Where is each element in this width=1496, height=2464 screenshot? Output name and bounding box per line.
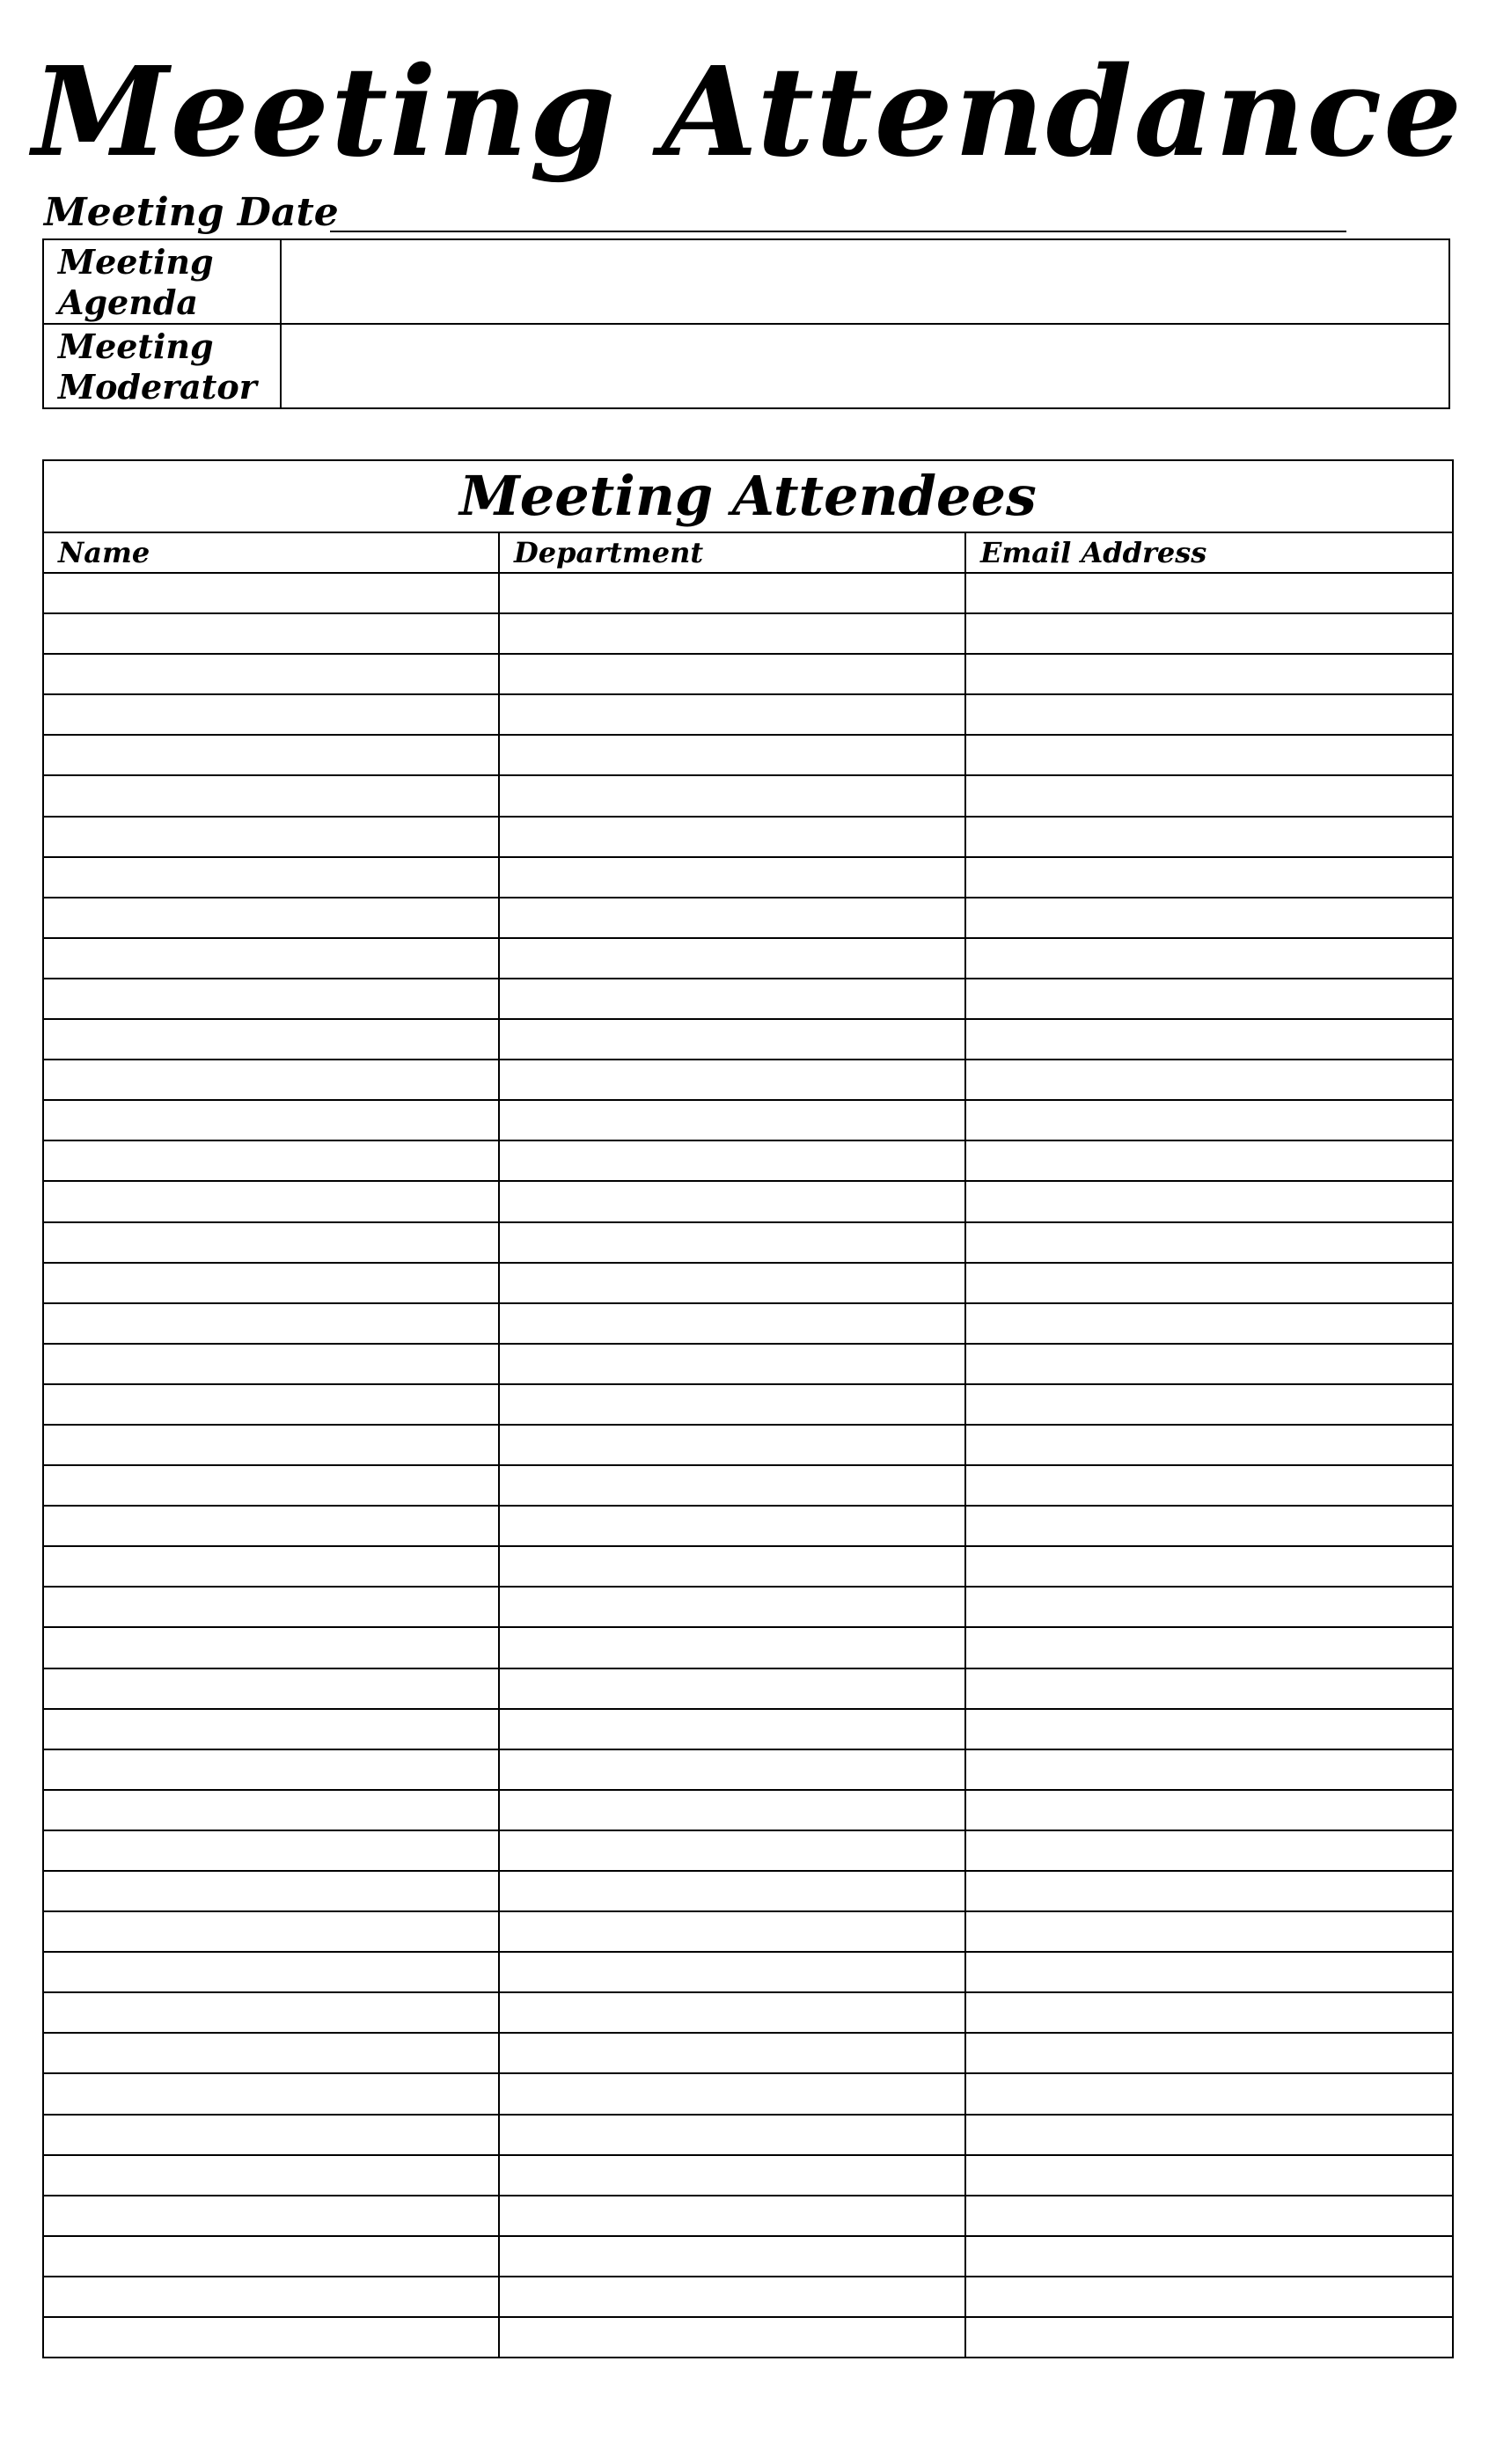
- table-row: [43, 1140, 1453, 1181]
- agenda-field[interactable]: [281, 239, 1449, 324]
- department-cell[interactable]: [499, 1465, 965, 1506]
- name-cell[interactable]: [43, 2196, 499, 2236]
- name-cell[interactable]: [43, 775, 499, 816]
- table-row: [43, 573, 1453, 613]
- table-row: [43, 898, 1453, 938]
- column-header-name: Name: [43, 532, 499, 573]
- name-cell[interactable]: [43, 1384, 499, 1425]
- column-header-department: Department: [499, 532, 965, 573]
- name-cell[interactable]: [43, 1952, 499, 1992]
- email-cell[interactable]: [965, 775, 1453, 816]
- email-cell[interactable]: [965, 2236, 1453, 2277]
- name-cell[interactable]: [43, 979, 499, 1019]
- department-cell[interactable]: [499, 735, 965, 775]
- email-cell[interactable]: [965, 1749, 1453, 1790]
- table-row: [43, 1709, 1453, 1749]
- name-cell[interactable]: [43, 1100, 499, 1140]
- table-row: [43, 1303, 1453, 1344]
- meeting-date-label: Meeting Date: [44, 190, 339, 235]
- moderator-label: Meeting Moderator: [43, 324, 281, 408]
- name-cell[interactable]: [43, 1344, 499, 1384]
- name-cell[interactable]: [43, 2317, 499, 2358]
- agenda-label: Meeting Agenda: [43, 239, 281, 324]
- agenda-row: [43, 239, 1449, 324]
- table-row: [43, 2115, 1453, 2155]
- name-cell[interactable]: [43, 1060, 499, 1100]
- department-cell[interactable]: [499, 1952, 965, 1992]
- table-row: [43, 1992, 1453, 2033]
- email-cell[interactable]: [965, 2277, 1453, 2317]
- meeting-date-row: [44, 188, 1346, 238]
- email-cell[interactable]: [965, 1546, 1453, 1587]
- department-cell[interactable]: [499, 1627, 965, 1668]
- name-cell[interactable]: [43, 573, 499, 613]
- name-cell[interactable]: [43, 1140, 499, 1181]
- department-cell[interactable]: [499, 1019, 965, 1060]
- email-cell[interactable]: [965, 1952, 1453, 1992]
- name-cell[interactable]: [43, 1546, 499, 1587]
- department-cell[interactable]: [499, 2196, 965, 2236]
- name-cell[interactable]: [43, 898, 499, 938]
- name-cell[interactable]: [43, 938, 499, 979]
- table-row: [43, 735, 1453, 775]
- attendees-title: Meeting Attendees: [43, 460, 1453, 532]
- meeting-info-table: [42, 238, 1450, 409]
- name-cell[interactable]: [43, 1222, 499, 1263]
- email-cell[interactable]: [965, 1627, 1453, 1668]
- email-cell[interactable]: [965, 1911, 1453, 1952]
- department-cell[interactable]: [499, 654, 965, 694]
- department-cell[interactable]: [499, 898, 965, 938]
- email-cell[interactable]: [965, 938, 1453, 979]
- name-cell[interactable]: [43, 2073, 499, 2114]
- email-cell[interactable]: [965, 1019, 1453, 1060]
- email-cell[interactable]: [965, 1587, 1453, 1627]
- department-cell[interactable]: [499, 1709, 965, 1749]
- email-cell[interactable]: [965, 2073, 1453, 2114]
- table-row: [43, 1263, 1453, 1303]
- name-cell[interactable]: [43, 1911, 499, 1952]
- email-cell[interactable]: [965, 613, 1453, 654]
- department-cell[interactable]: [499, 613, 965, 654]
- email-cell[interactable]: [965, 1140, 1453, 1181]
- email-cell[interactable]: [965, 735, 1453, 775]
- email-cell[interactable]: [965, 1303, 1453, 1344]
- name-cell[interactable]: [43, 1627, 499, 1668]
- department-cell[interactable]: [499, 2073, 965, 2114]
- department-cell[interactable]: [499, 1587, 965, 1627]
- name-cell[interactable]: [43, 1425, 499, 1465]
- department-cell[interactable]: [499, 1425, 965, 1465]
- table-row: [43, 1668, 1453, 1709]
- name-cell[interactable]: [43, 2277, 499, 2317]
- name-cell[interactable]: [43, 1465, 499, 1506]
- attendees-table: [42, 459, 1454, 2358]
- table-row: [43, 1506, 1453, 1546]
- table-row: [43, 1344, 1453, 1384]
- column-header-email: Email Address: [965, 532, 1453, 573]
- table-row: [43, 1060, 1453, 1100]
- department-cell[interactable]: [499, 1181, 965, 1221]
- department-cell[interactable]: [499, 1790, 965, 1830]
- email-cell[interactable]: [965, 817, 1453, 857]
- table-row: [43, 857, 1453, 898]
- name-cell[interactable]: [43, 735, 499, 775]
- email-cell[interactable]: [965, 2196, 1453, 2236]
- email-cell[interactable]: [965, 1709, 1453, 1749]
- email-cell[interactable]: [965, 1871, 1453, 1911]
- name-cell[interactable]: [43, 1506, 499, 1546]
- email-cell[interactable]: [965, 694, 1453, 735]
- department-cell[interactable]: [499, 2033, 965, 2073]
- email-cell[interactable]: [965, 1830, 1453, 1871]
- table-row: [43, 2033, 1453, 2073]
- table-row: [43, 613, 1453, 654]
- table-row: [43, 1425, 1453, 1465]
- department-cell[interactable]: [499, 979, 965, 1019]
- department-cell[interactable]: [499, 775, 965, 816]
- department-cell[interactable]: [499, 1303, 965, 1344]
- email-cell[interactable]: [965, 1263, 1453, 1303]
- department-cell[interactable]: [499, 1546, 965, 1587]
- table-row: [43, 1019, 1453, 1060]
- name-cell[interactable]: [43, 1790, 499, 1830]
- name-cell[interactable]: [43, 1749, 499, 1790]
- department-cell[interactable]: [499, 1140, 965, 1181]
- email-cell[interactable]: [965, 898, 1453, 938]
- department-cell[interactable]: [499, 1060, 965, 1100]
- name-cell[interactable]: [43, 2115, 499, 2155]
- page-title: Meeting Attendance: [32, 40, 1464, 185]
- department-cell[interactable]: [499, 1911, 965, 1952]
- email-cell[interactable]: [965, 1384, 1453, 1425]
- department-cell[interactable]: [499, 1384, 965, 1425]
- email-cell[interactable]: [965, 1506, 1453, 1546]
- name-cell[interactable]: [43, 2236, 499, 2277]
- email-cell[interactable]: [965, 1100, 1453, 1140]
- table-row: [43, 979, 1453, 1019]
- department-cell[interactable]: [499, 2115, 965, 2155]
- table-row: [43, 817, 1453, 857]
- name-cell[interactable]: [43, 1019, 499, 1060]
- table-row: [43, 2236, 1453, 2277]
- table-row: [43, 654, 1453, 694]
- email-cell[interactable]: [965, 979, 1453, 1019]
- moderator-row: [43, 324, 1449, 408]
- email-cell[interactable]: [965, 1181, 1453, 1221]
- email-cell[interactable]: [965, 1668, 1453, 1709]
- email-cell[interactable]: [965, 1222, 1453, 1263]
- department-cell[interactable]: [499, 2236, 965, 2277]
- department-cell[interactable]: [499, 857, 965, 898]
- name-cell[interactable]: [43, 694, 499, 735]
- table-row: [43, 2196, 1453, 2236]
- email-cell[interactable]: [965, 1992, 1453, 2033]
- department-cell[interactable]: [499, 1871, 965, 1911]
- name-cell[interactable]: [43, 613, 499, 654]
- name-cell[interactable]: [43, 1709, 499, 1749]
- department-cell[interactable]: [499, 2155, 965, 2196]
- name-cell[interactable]: [43, 1587, 499, 1627]
- department-cell[interactable]: [499, 1830, 965, 1871]
- table-row: [43, 1911, 1453, 1952]
- name-cell[interactable]: [43, 817, 499, 857]
- department-cell[interactable]: [499, 2277, 965, 2317]
- department-cell[interactable]: [499, 938, 965, 979]
- name-cell[interactable]: [43, 1181, 499, 1221]
- table-row: [43, 1222, 1453, 1263]
- table-row: [43, 1587, 1453, 1627]
- table-row: [43, 938, 1453, 979]
- table-row: [43, 2317, 1453, 2358]
- department-cell[interactable]: [499, 573, 965, 613]
- email-cell[interactable]: [965, 1465, 1453, 1506]
- table-row: [43, 1546, 1453, 1587]
- department-cell[interactable]: [499, 1749, 965, 1790]
- email-cell[interactable]: [965, 857, 1453, 898]
- table-row: [43, 694, 1453, 735]
- department-cell[interactable]: [499, 1992, 965, 2033]
- department-cell[interactable]: [499, 817, 965, 857]
- email-cell[interactable]: [965, 2155, 1453, 2196]
- table-row: [43, 1100, 1453, 1140]
- table-row: [43, 775, 1453, 816]
- name-cell[interactable]: [43, 1303, 499, 1344]
- email-cell[interactable]: [965, 2317, 1453, 2358]
- table-row: [43, 1790, 1453, 1830]
- department-cell[interactable]: [499, 2317, 965, 2358]
- department-cell[interactable]: [499, 1100, 965, 1140]
- department-cell[interactable]: [499, 1344, 965, 1384]
- name-cell[interactable]: [43, 1830, 499, 1871]
- email-cell[interactable]: [965, 2033, 1453, 2073]
- name-cell[interactable]: [43, 1871, 499, 1911]
- name-cell[interactable]: [43, 2033, 499, 2073]
- meeting-date-field[interactable]: [330, 231, 1346, 232]
- email-cell[interactable]: [965, 1425, 1453, 1465]
- email-cell[interactable]: [965, 1344, 1453, 1384]
- table-row: [43, 1749, 1453, 1790]
- table-row: [43, 1465, 1453, 1506]
- name-cell[interactable]: [43, 2155, 499, 2196]
- name-cell[interactable]: [43, 857, 499, 898]
- table-row: [43, 1384, 1453, 1425]
- email-cell[interactable]: [965, 2115, 1453, 2155]
- name-cell[interactable]: [43, 1263, 499, 1303]
- table-row: [43, 2073, 1453, 2114]
- department-cell[interactable]: [499, 1506, 965, 1546]
- table-row: [43, 2155, 1453, 2196]
- table-row: [43, 1181, 1453, 1221]
- department-cell[interactable]: [499, 694, 965, 735]
- table-row: [43, 1952, 1453, 1992]
- table-row: [43, 1871, 1453, 1911]
- table-row: [43, 2277, 1453, 2317]
- moderator-field[interactable]: [281, 324, 1449, 408]
- department-cell[interactable]: [499, 1668, 965, 1709]
- name-cell[interactable]: [43, 654, 499, 694]
- table-row: [43, 1627, 1453, 1668]
- email-cell[interactable]: [965, 654, 1453, 694]
- email-cell[interactable]: [965, 1060, 1453, 1100]
- email-cell[interactable]: [965, 573, 1453, 613]
- email-cell[interactable]: [965, 1790, 1453, 1830]
- name-cell[interactable]: [43, 1668, 499, 1709]
- name-cell[interactable]: [43, 1992, 499, 2033]
- department-cell[interactable]: [499, 1263, 965, 1303]
- table-row: [43, 1830, 1453, 1871]
- department-cell[interactable]: [499, 1222, 965, 1263]
